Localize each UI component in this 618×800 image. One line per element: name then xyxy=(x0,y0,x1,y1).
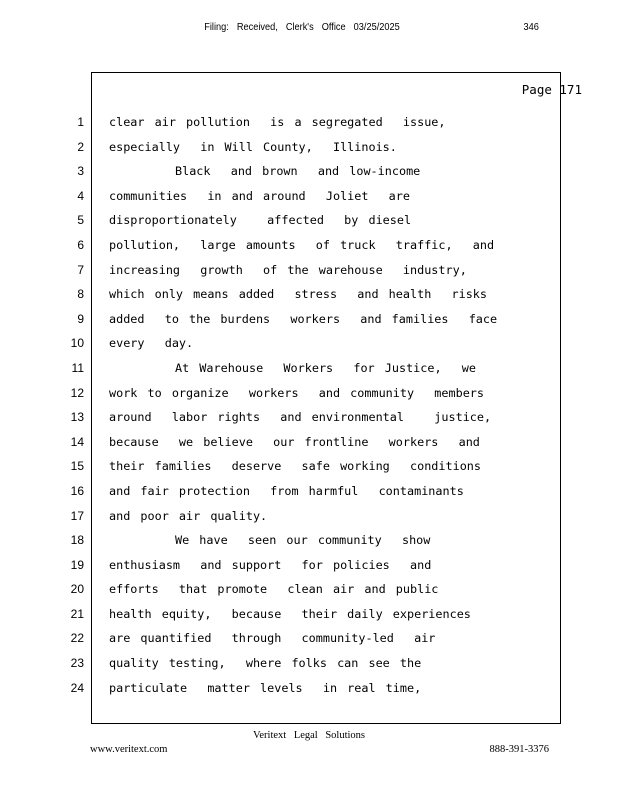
line-number: 18 xyxy=(70,533,84,548)
footer-phone: 888-391-3376 xyxy=(489,744,549,755)
filing-header xyxy=(0,22,569,38)
line-number: 8 xyxy=(77,287,84,302)
line-number: 21 xyxy=(70,606,84,621)
transcript-line: efforts that promote clean air and public xyxy=(109,582,439,597)
transcript-line: particulate matter levels in real time, xyxy=(109,680,422,695)
transcript-line: which only means added stress and health risks xyxy=(109,287,488,302)
transcript-line: around labor rights and environmental justice, xyxy=(109,410,492,425)
line-number: 15 xyxy=(70,459,84,474)
line-number: 10 xyxy=(70,336,84,351)
line-number: 13 xyxy=(70,410,84,425)
transcript-line: Black and brown and low-income xyxy=(175,164,421,179)
line-number: 7 xyxy=(77,262,84,277)
line-number: 1 xyxy=(77,115,84,129)
line-number: 14 xyxy=(70,434,84,449)
line-number: 19 xyxy=(70,557,84,572)
transcript-line: added to the burdens workers and families face xyxy=(109,311,498,326)
filing-stamp: Filing: Received, Clerk's Office 03/25/2025 xyxy=(204,22,400,33)
line-number: 4 xyxy=(77,188,84,203)
line-number: 16 xyxy=(70,483,84,498)
transcript-line: health equity, because their daily experiences xyxy=(109,606,471,621)
transcript-line: At Warehouse Workers for Justice, we xyxy=(175,360,476,375)
line-number-column xyxy=(0,110,84,700)
transcript-line: pollution, large amounts of truck traffic, and xyxy=(109,237,495,252)
footer-website: www.veritext.com xyxy=(90,744,168,755)
line-number: 12 xyxy=(70,385,84,400)
transcript-line: quality testing, where folks can see the xyxy=(109,656,422,671)
transcript-body xyxy=(109,110,549,700)
footer-company: Veritext Legal Solutions xyxy=(252,730,366,741)
line-number: 11 xyxy=(71,360,84,375)
transcript-line: are quantified through community-led air xyxy=(109,631,436,646)
line-number: 23 xyxy=(70,656,84,671)
transcript-line: clear air pollution is a segregated issue, xyxy=(109,115,446,129)
transcript-line: and poor air quality. xyxy=(109,508,268,523)
transcript-line: especially in Will County, Illinois. xyxy=(109,139,397,154)
line-number: 6 xyxy=(77,237,84,252)
line-number: 20 xyxy=(70,582,84,597)
transcript-line: disproportionately affected by diesel xyxy=(109,213,412,228)
transcript-line: communities in and around Joliet are xyxy=(109,188,410,203)
filing-page-number: 346 xyxy=(523,22,539,33)
transcript-line: every day. xyxy=(109,336,194,351)
transcript-line: because we believe our frontline workers and xyxy=(109,434,480,449)
line-number: 5 xyxy=(77,213,84,228)
transcript-line: enthusiasm and support for policies and xyxy=(109,557,432,572)
transcript-line: work to organize workers and community members xyxy=(109,385,485,400)
line-number: 2 xyxy=(77,139,84,154)
line-number: 22 xyxy=(70,631,84,646)
line-number: 9 xyxy=(77,311,84,326)
transcript-line: their families deserve safe working conditions xyxy=(109,459,482,474)
transcript-line: We have seen our community show xyxy=(175,533,431,548)
transcript-line: and fair protection from harmful contaminants xyxy=(109,483,464,498)
transcript-page-label: Page 171 xyxy=(521,82,582,97)
line-number: 24 xyxy=(70,680,84,695)
line-number: 17 xyxy=(70,508,84,523)
line-number: 3 xyxy=(77,164,84,179)
transcript-line: increasing growth of the warehouse industry, xyxy=(109,262,467,277)
